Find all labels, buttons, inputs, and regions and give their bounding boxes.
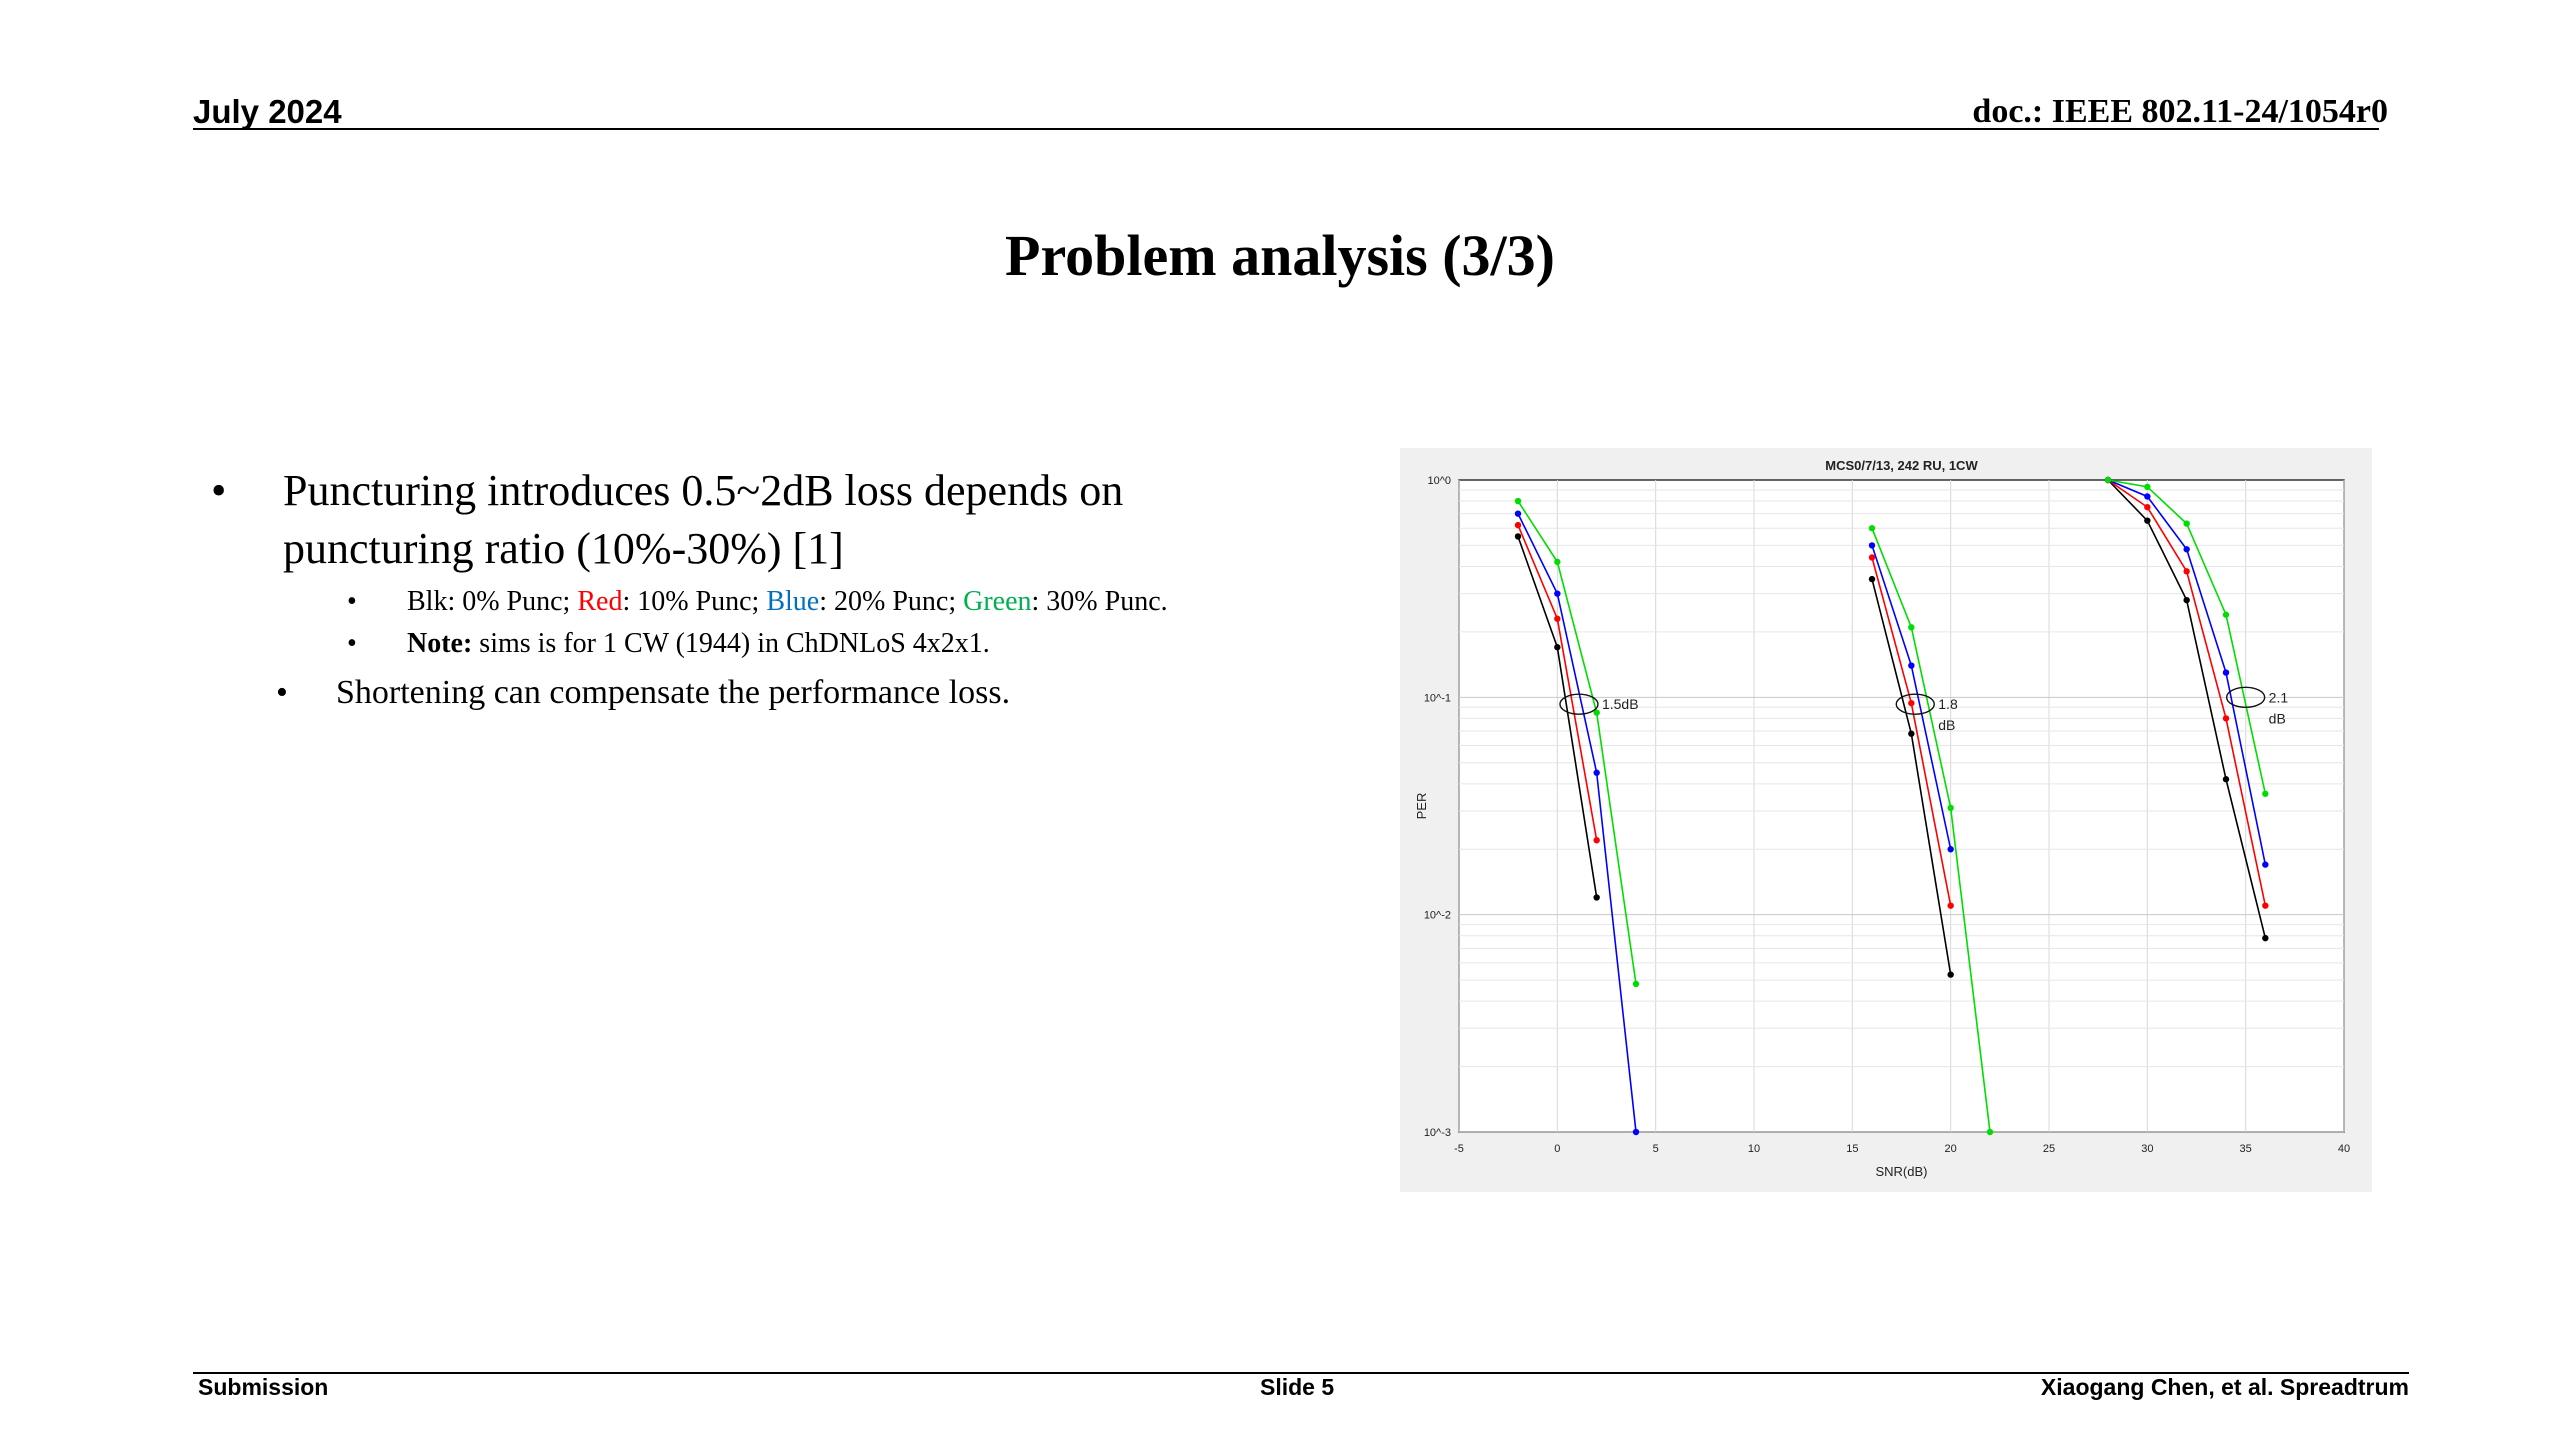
data-point-green [2223,612,2229,618]
loss-annotation: 2.1 [2268,689,2289,706]
x-tick-label: 25 [2042,1143,2056,1155]
data-point-black [2223,776,2229,782]
data-point-green [2183,520,2189,526]
note-rest: sims is for 1 CW (1944) in ChDNLoS 4x2x1. [472,628,990,659]
data-point-blue [1515,510,1521,516]
data-point-blue [1633,1129,1639,1135]
x-tick-label: 20 [1944,1143,1957,1155]
header-date: July 2024 [193,93,342,130]
data-point-black [1593,894,1599,900]
data-point-blue [1947,846,1953,852]
y-tick-label: 10^-3 [1423,1127,1451,1139]
footer-slide-number: Slide 5 [1260,1374,1335,1400]
sub-bullet-note-text [407,628,990,660]
data-point-black [1947,971,1953,977]
sub-bullet-legend-text [407,586,1168,618]
data-point-green [1987,1129,1993,1135]
data-point-blue [1869,542,1875,548]
y-tick-label: 10^0 [1427,475,1451,487]
bullet-glyph: • [347,586,357,617]
bullet-glyph: • [347,628,357,659]
data-point-green [1947,805,1953,811]
data-point-blue [1554,590,1560,596]
data-point-red [1515,522,1521,528]
legend-red-rest: : 10% Punc; [622,586,767,617]
per-chart-svg [1400,448,2372,1192]
data-point-red [1593,837,1599,843]
data-point-green [2105,477,2111,483]
legend-red: Red [577,586,623,617]
data-point-red [1908,700,1914,706]
legend-green-rest: : 30% Punc. [1031,586,1168,617]
data-point-black [2183,597,2189,603]
bullet-glyph: • [276,674,288,711]
bullet-main-text: Puncturing introduces 0.5~2dB loss depends on puncturing ratio (10%-30%) [1] [283,466,1124,573]
data-point-green [2262,791,2268,797]
legend-green: Green [963,586,1032,617]
x-tick-label: 35 [2239,1143,2252,1155]
data-point-black [1908,731,1914,737]
data-point-green [1554,559,1560,565]
data-point-black [1869,576,1875,582]
slide-title: Problem analysis (3/3) [1005,223,1555,288]
data-point-blue [2223,669,2229,675]
data-point-blue [2144,493,2150,499]
x-tick-label: 40 [2337,1143,2351,1155]
data-point-black [1515,533,1521,539]
bullet-shortening-text: Shortening can compensate the performance loss. [336,674,1011,711]
y-tick-label: 10^-2 [1423,909,1451,922]
data-point-red [2183,568,2189,574]
x-axis-label: SNR(dB) [1875,1164,1928,1179]
data-point-blue [2183,546,2189,552]
header-doc-id: doc.: IEEE 802.11-24/1054r0 [1972,93,2388,130]
header-rule [193,128,2379,130]
note-label: Note: [407,628,473,659]
x-tick-label: 15 [1846,1143,1859,1155]
loss-annotation-unit: dB [1938,717,1956,734]
x-tick-label: 0 [1554,1143,1561,1155]
x-tick-label: -5 [1454,1143,1464,1155]
per-chart [1400,448,2372,1192]
legend-blue-rest: : 20% Punc; [819,586,964,617]
x-tick-label: 5 [1652,1143,1659,1155]
plot-area [1459,480,2344,1132]
data-point-red [2262,902,2268,908]
data-point-red [1554,616,1560,622]
data-point-green [2144,484,2150,490]
data-point-red [1869,554,1875,560]
loss-annotation: 1.8 [1938,696,1958,713]
data-point-red [2144,504,2150,510]
data-point-black [1554,644,1560,650]
chart-title: MCS0/7/13, 242 RU, 1CW [1825,458,1978,473]
data-point-red [1947,902,1953,908]
bullet-glyph: • [211,466,227,515]
loss-annotation-unit: dB [2268,710,2286,727]
data-point-blue [2262,861,2268,867]
legend-blk: Blk: 0% Punc; [407,586,578,617]
footer-submission: Submission [198,1374,329,1400]
legend-blue: Blue [766,586,820,617]
data-point-blue [1593,770,1599,776]
footer-authors: Xiaogang Chen, et al. Spreadtrum [2040,1374,2409,1400]
data-point-blue [1908,662,1914,668]
data-point-red [2223,715,2229,721]
data-point-green [1633,981,1639,987]
data-point-black [2262,935,2268,941]
data-point-green [1869,525,1875,531]
x-tick-label: 30 [2141,1143,2154,1155]
data-point-green [1908,624,1914,630]
x-tick-label: 10 [1747,1143,1761,1155]
data-point-green [1515,498,1521,504]
loss-annotation: 1.5dB [1601,696,1639,713]
y-axis-label: PER [1414,792,1429,820]
y-tick-label: 10^-1 [1423,692,1451,705]
data-point-black [2144,517,2150,523]
